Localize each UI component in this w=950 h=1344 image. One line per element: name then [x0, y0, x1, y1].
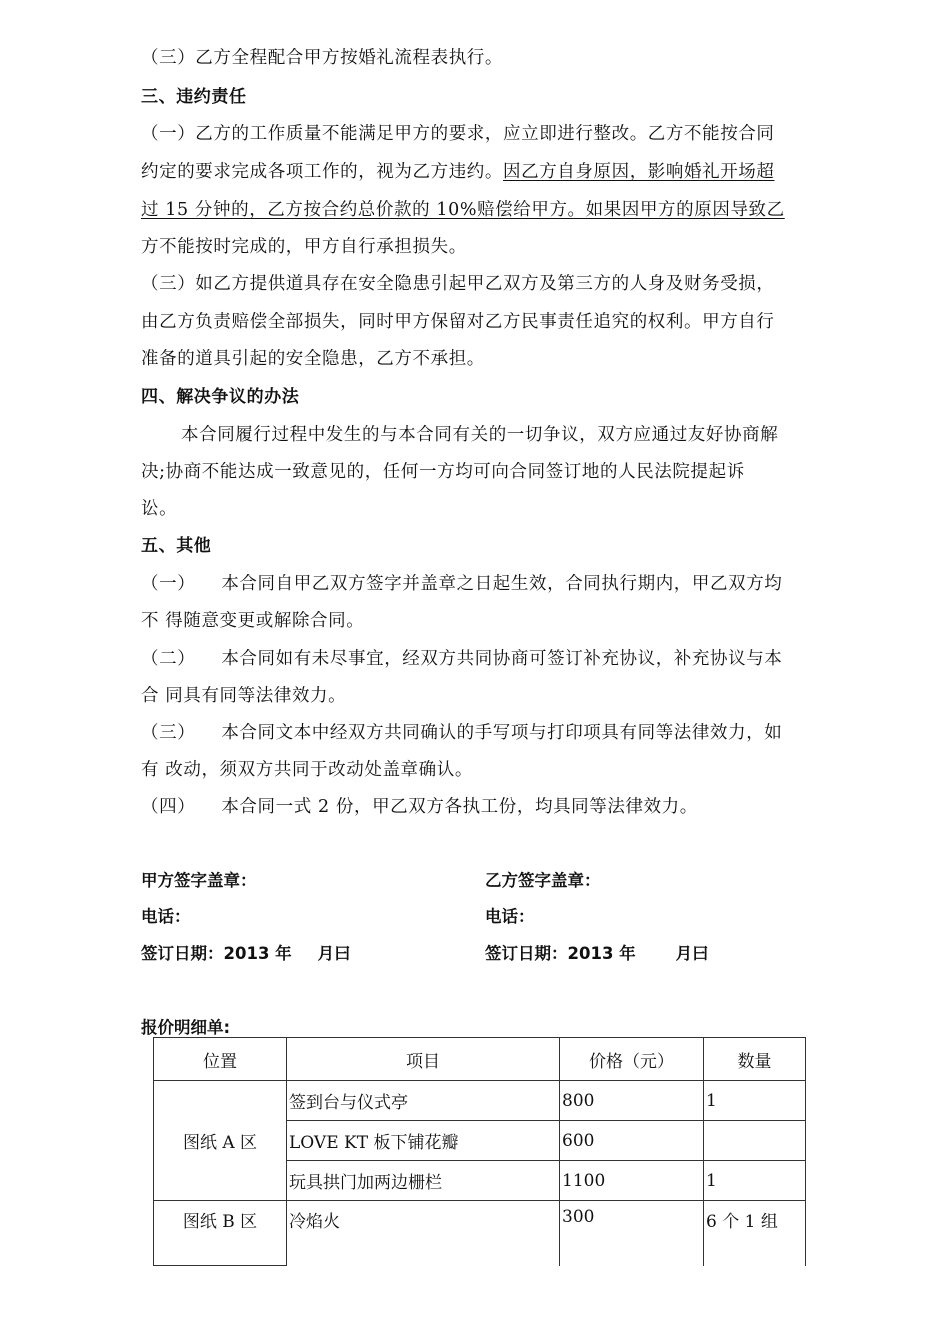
area-b-cell: 图纸 B 区: [154, 1201, 287, 1266]
quantity-cell: [704, 1121, 806, 1161]
party-a-signature-label: 甲方签字盖章：: [141, 871, 257, 890]
clause-number: （三）: [141, 723, 196, 743]
clause-3-3-line-3: 准备的道具引起的安全隐患，乙方不承担。: [141, 349, 485, 369]
clause-text: 本合同一式 2 份，甲乙双方各执工份，均具同等法律效力。: [221, 797, 698, 817]
area-a-cell: 图纸 A 区: [154, 1081, 287, 1201]
item-cell: LOVE KT 板下铺花瓣: [287, 1121, 560, 1161]
section-heading-3: 三、违约责任: [141, 87, 247, 107]
clause-5-3-line-1: [141, 722, 821, 744]
clause-3-1-line-1: （一）乙方的工作质量不能满足甲方的要求，应立即进行整改。乙方不能按合同: [141, 124, 775, 144]
item-cell: 签到台与仪式亭: [287, 1081, 560, 1121]
date-year: 签订日期：2013 年: [485, 944, 636, 963]
price-cell: 600: [560, 1121, 704, 1161]
clause-3-1-underlined-text: 因乙方自身原因，影响婚礼开场超: [503, 162, 775, 182]
clause-5-4-line-1: [141, 796, 821, 818]
date-month: 月曰: [317, 944, 351, 963]
header-item: 项目: [287, 1038, 560, 1081]
quantity-cell: 6 个 1 组: [704, 1201, 806, 1266]
clause-3-3-line-2: 由乙方负责赔偿全部损失，同时甲方保留对乙方民事责任追究的权利。甲方自行: [141, 312, 775, 332]
clause-text: 本合同如有未尽事宜，经双方共同协商可签订补充协议，补充协议与本: [221, 649, 783, 669]
table-header-row: [154, 1038, 806, 1081]
clause-number: （四）: [141, 797, 196, 817]
party-b-phone-label: 电话：: [485, 907, 535, 926]
clause-3-3-line-1: （三）如乙方提供道具存在安全隐患引起甲乙双方及第三方的人身及财务受损，: [141, 274, 775, 294]
quantity-cell: 1: [704, 1161, 806, 1201]
section-heading-5: 五、其他: [141, 536, 212, 556]
item-cell: 冷焰火: [287, 1201, 560, 1266]
table-row: [154, 1081, 806, 1121]
date-year: 签订日期：2013 年: [141, 944, 292, 963]
quote-title: 报价明细单:: [141, 1018, 231, 1037]
clause-5-3-line-2: 有 改动，须双方共同于改动处盖章确认。: [141, 760, 473, 780]
clause-number: （二）: [141, 649, 196, 669]
clause-3-1-line-2: [141, 161, 821, 183]
clause-5-2-line-2: 合 同具有同等法律效力。: [141, 686, 347, 706]
party-a-phone-label: 电话：: [141, 907, 191, 926]
header-quantity: 数量: [704, 1038, 806, 1081]
party-b-signature-label: 乙方签字盖章：: [485, 871, 601, 890]
clause-3-1-line-4: 方不能按时完成的，甲方自行承担损失。: [141, 237, 467, 257]
item-cell: 玩具拱门加两边栅栏: [287, 1161, 560, 1201]
clause-2-3: （三）乙方全程配合甲方按婚礼流程表执行。: [141, 48, 503, 68]
quantity-cell: 1: [704, 1081, 806, 1121]
clause-number: （一）: [141, 574, 196, 594]
clause-3-1-text: 约定的要求完成各项工作的，视为乙方违约。: [141, 162, 503, 182]
section-heading-4: 四、解决争议的办法: [141, 387, 300, 407]
quote-table: [153, 1037, 806, 1266]
header-location: 位置: [154, 1038, 287, 1081]
clause-5-1-line-2: 不 得随意变更或解除合同。: [141, 611, 365, 631]
clause-text: 本合同文本中经双方共同确认的手写项与打印项具有同等法律效力，如: [221, 723, 783, 743]
date-month: 月曰: [675, 944, 709, 963]
header-price: 价格（元）: [560, 1038, 704, 1081]
clause-4-line-1: 本合同履行过程中发生的与本合同有关的一切争议，双方应通过友好协商解: [181, 425, 779, 445]
clause-5-1-line-1: [141, 573, 821, 595]
clause-text: 本合同自甲乙双方签字并盖章之日起生效，合同执行期内，甲乙双方均: [221, 574, 783, 594]
party-a-date-label: [141, 943, 351, 965]
price-cell: 1100: [560, 1161, 704, 1201]
table-row: [154, 1201, 806, 1266]
party-b-date-label: [485, 943, 709, 965]
clause-3-1-line-3: 过 15 分钟的，乙方按合约总价款的 10%赔偿给甲方。如果因甲方的原因导致乙: [141, 200, 785, 220]
clause-4-line-3: 讼。: [141, 499, 178, 519]
clause-5-2-line-1: [141, 648, 821, 670]
price-cell: 800: [560, 1081, 704, 1121]
clause-4-line-2: 决;协商不能达成一致意见的，任何一方均可向合同签订地的人民法院提起诉: [141, 462, 745, 482]
price-cell: 300: [560, 1201, 704, 1266]
